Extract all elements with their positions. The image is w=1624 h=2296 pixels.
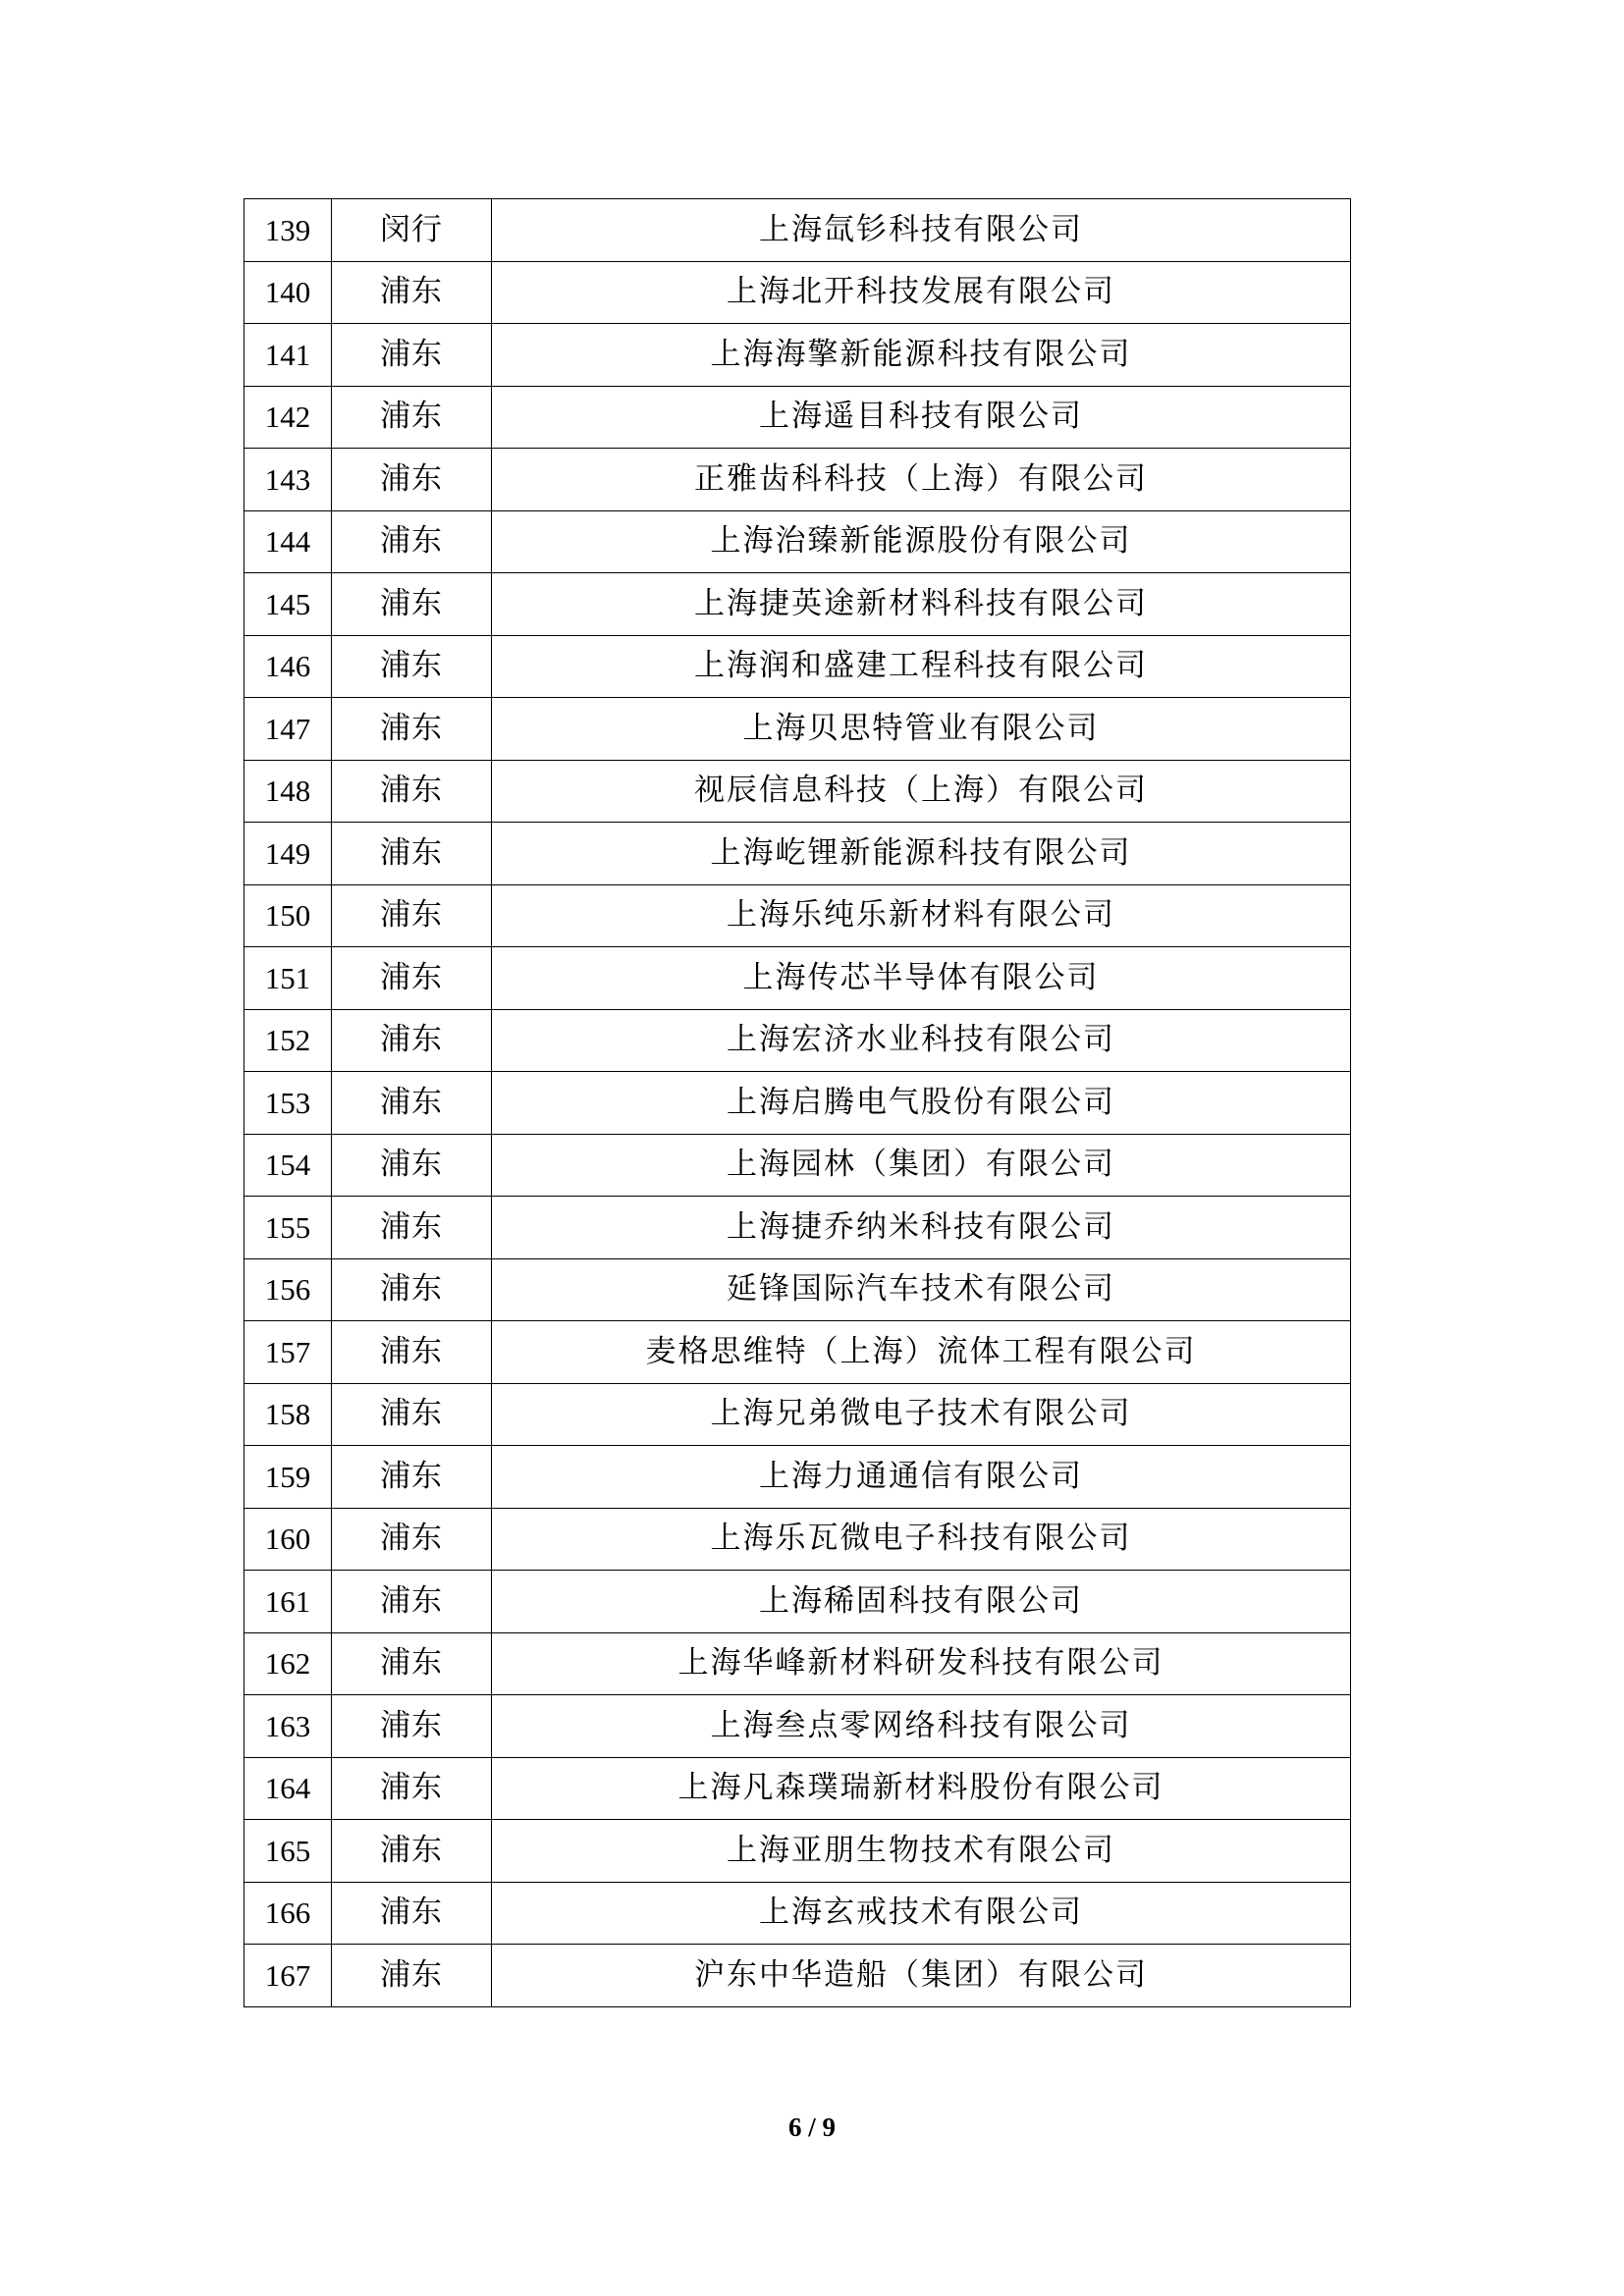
table-row bbox=[244, 1446, 1351, 1509]
row-number-cell: 152 bbox=[244, 1009, 332, 1072]
district-cell: 浦东 bbox=[332, 1882, 492, 1945]
table-row bbox=[244, 1757, 1351, 1820]
row-number-cell: 148 bbox=[244, 760, 332, 823]
company-name-cell: 上海海擎新能源科技有限公司 bbox=[492, 324, 1351, 387]
company-name-cell: 上海叁点零网络科技有限公司 bbox=[492, 1695, 1351, 1758]
company-name-cell: 上海遥目科技有限公司 bbox=[492, 386, 1351, 449]
page-number: 6 / 9 bbox=[787, 2112, 836, 2142]
row-number-cell: 162 bbox=[244, 1632, 332, 1695]
district-cell: 浦东 bbox=[332, 947, 492, 1010]
company-name-cell: 上海氙钐科技有限公司 bbox=[492, 199, 1351, 262]
row-number-cell: 144 bbox=[244, 510, 332, 573]
company-name-cell: 上海润和盛建工程科技有限公司 bbox=[492, 635, 1351, 698]
table-row bbox=[244, 1009, 1351, 1072]
district-cell: 闵行 bbox=[332, 199, 492, 262]
table-row bbox=[244, 635, 1351, 698]
row-number-cell: 142 bbox=[244, 386, 332, 449]
row-number-cell: 146 bbox=[244, 635, 332, 698]
company-name-cell: 上海乐瓦微电子科技有限公司 bbox=[492, 1508, 1351, 1571]
district-cell: 浦东 bbox=[332, 823, 492, 885]
table-row bbox=[244, 1321, 1351, 1384]
district-cell: 浦东 bbox=[332, 1508, 492, 1571]
district-cell: 浦东 bbox=[332, 386, 492, 449]
row-number-cell: 160 bbox=[244, 1508, 332, 1571]
district-cell: 浦东 bbox=[332, 1072, 492, 1135]
row-number-cell: 145 bbox=[244, 573, 332, 636]
table-row bbox=[244, 698, 1351, 761]
row-number-cell: 161 bbox=[244, 1571, 332, 1633]
table-row bbox=[244, 1383, 1351, 1446]
table-row bbox=[244, 823, 1351, 885]
district-cell: 浦东 bbox=[332, 1945, 492, 2007]
company-name-cell: 上海兄弟微电子技术有限公司 bbox=[492, 1383, 1351, 1446]
company-name-cell: 上海传芯半导体有限公司 bbox=[492, 947, 1351, 1010]
company-name-cell: 沪东中华造船（集团）有限公司 bbox=[492, 1945, 1351, 2007]
row-number-cell: 141 bbox=[244, 324, 332, 387]
company-name-cell: 上海亚朋生物技术有限公司 bbox=[492, 1820, 1351, 1883]
district-cell: 浦东 bbox=[332, 1571, 492, 1633]
table-row bbox=[244, 199, 1351, 262]
company-name-cell: 上海贝思特管业有限公司 bbox=[492, 698, 1351, 761]
district-cell: 浦东 bbox=[332, 449, 492, 511]
row-number-cell: 149 bbox=[244, 823, 332, 885]
company-name-cell: 上海华峰新材料研发科技有限公司 bbox=[492, 1632, 1351, 1695]
table-row bbox=[244, 947, 1351, 1010]
company-name-cell: 上海治臻新能源股份有限公司 bbox=[492, 510, 1351, 573]
row-number-cell: 143 bbox=[244, 449, 332, 511]
district-cell: 浦东 bbox=[332, 1009, 492, 1072]
district-cell: 浦东 bbox=[332, 1383, 492, 1446]
table-row bbox=[244, 1571, 1351, 1633]
district-cell: 浦东 bbox=[332, 698, 492, 761]
row-number-cell: 166 bbox=[244, 1882, 332, 1945]
district-cell: 浦东 bbox=[332, 1820, 492, 1883]
row-number-cell: 150 bbox=[244, 884, 332, 947]
table-row bbox=[244, 324, 1351, 387]
district-cell: 浦东 bbox=[332, 510, 492, 573]
district-cell: 浦东 bbox=[332, 1197, 492, 1259]
row-number-cell: 151 bbox=[244, 947, 332, 1010]
district-cell: 浦东 bbox=[332, 1757, 492, 1820]
table-row bbox=[244, 760, 1351, 823]
company-name-cell: 麦格思维特（上海）流体工程有限公司 bbox=[492, 1321, 1351, 1384]
table-row bbox=[244, 1197, 1351, 1259]
district-cell: 浦东 bbox=[332, 1321, 492, 1384]
table-row bbox=[244, 1945, 1351, 2007]
table-row bbox=[244, 386, 1351, 449]
row-number-cell: 153 bbox=[244, 1072, 332, 1135]
row-number-cell: 167 bbox=[244, 1945, 332, 2007]
district-cell: 浦东 bbox=[332, 573, 492, 636]
district-cell: 浦东 bbox=[332, 760, 492, 823]
row-number-cell: 158 bbox=[244, 1383, 332, 1446]
row-number-cell: 147 bbox=[244, 698, 332, 761]
row-number-cell: 157 bbox=[244, 1321, 332, 1384]
table-row bbox=[244, 884, 1351, 947]
company-name-cell: 上海力通通信有限公司 bbox=[492, 1446, 1351, 1509]
company-name-cell: 上海乐纯乐新材料有限公司 bbox=[492, 884, 1351, 947]
row-number-cell: 159 bbox=[244, 1446, 332, 1509]
company-name-cell: 上海屹锂新能源科技有限公司 bbox=[492, 823, 1351, 885]
company-name-cell: 上海捷乔纳米科技有限公司 bbox=[492, 1197, 1351, 1259]
table-row bbox=[244, 510, 1351, 573]
table-row bbox=[244, 1072, 1351, 1135]
district-cell: 浦东 bbox=[332, 1695, 492, 1758]
table-row bbox=[244, 1258, 1351, 1321]
row-number-cell: 165 bbox=[244, 1820, 332, 1883]
company-name-cell: 上海启腾电气股份有限公司 bbox=[492, 1072, 1351, 1135]
company-name-cell: 上海北开科技发展有限公司 bbox=[492, 261, 1351, 324]
district-cell: 浦东 bbox=[332, 1134, 492, 1197]
row-number-cell: 154 bbox=[244, 1134, 332, 1197]
table-row bbox=[244, 1134, 1351, 1197]
table-row bbox=[244, 261, 1351, 324]
district-cell: 浦东 bbox=[332, 1632, 492, 1695]
district-cell: 浦东 bbox=[332, 324, 492, 387]
company-name-cell: 延锋国际汽车技术有限公司 bbox=[492, 1258, 1351, 1321]
district-cell: 浦东 bbox=[332, 1446, 492, 1509]
company-name-cell: 上海凡森璞瑞新材料股份有限公司 bbox=[492, 1757, 1351, 1820]
district-cell: 浦东 bbox=[332, 1258, 492, 1321]
table-row bbox=[244, 1695, 1351, 1758]
company-name-cell: 上海园林（集团）有限公司 bbox=[492, 1134, 1351, 1197]
table-row bbox=[244, 1632, 1351, 1695]
district-cell: 浦东 bbox=[332, 884, 492, 947]
table-row bbox=[244, 1820, 1351, 1883]
row-number-cell: 155 bbox=[244, 1197, 332, 1259]
table-row bbox=[244, 1508, 1351, 1571]
table-row bbox=[244, 449, 1351, 511]
row-number-cell: 140 bbox=[244, 261, 332, 324]
row-number-cell: 156 bbox=[244, 1258, 332, 1321]
table-row bbox=[244, 573, 1351, 636]
district-cell: 浦东 bbox=[332, 261, 492, 324]
table-row bbox=[244, 1882, 1351, 1945]
company-list-table bbox=[244, 198, 1351, 2007]
row-number-cell: 164 bbox=[244, 1757, 332, 1820]
company-name-cell: 正雅齿科科技（上海）有限公司 bbox=[492, 449, 1351, 511]
company-list-table-body bbox=[244, 199, 1351, 2007]
district-cell: 浦东 bbox=[332, 635, 492, 698]
row-number-cell: 139 bbox=[244, 199, 332, 262]
company-name-cell: 视辰信息科技（上海）有限公司 bbox=[492, 760, 1351, 823]
company-name-cell: 上海捷英途新材料科技有限公司 bbox=[492, 573, 1351, 636]
row-number-cell: 163 bbox=[244, 1695, 332, 1758]
company-name-cell: 上海宏济水业科技有限公司 bbox=[492, 1009, 1351, 1072]
company-name-cell: 上海玄戒技术有限公司 bbox=[492, 1882, 1351, 1945]
company-name-cell: 上海稀固科技有限公司 bbox=[492, 1571, 1351, 1633]
